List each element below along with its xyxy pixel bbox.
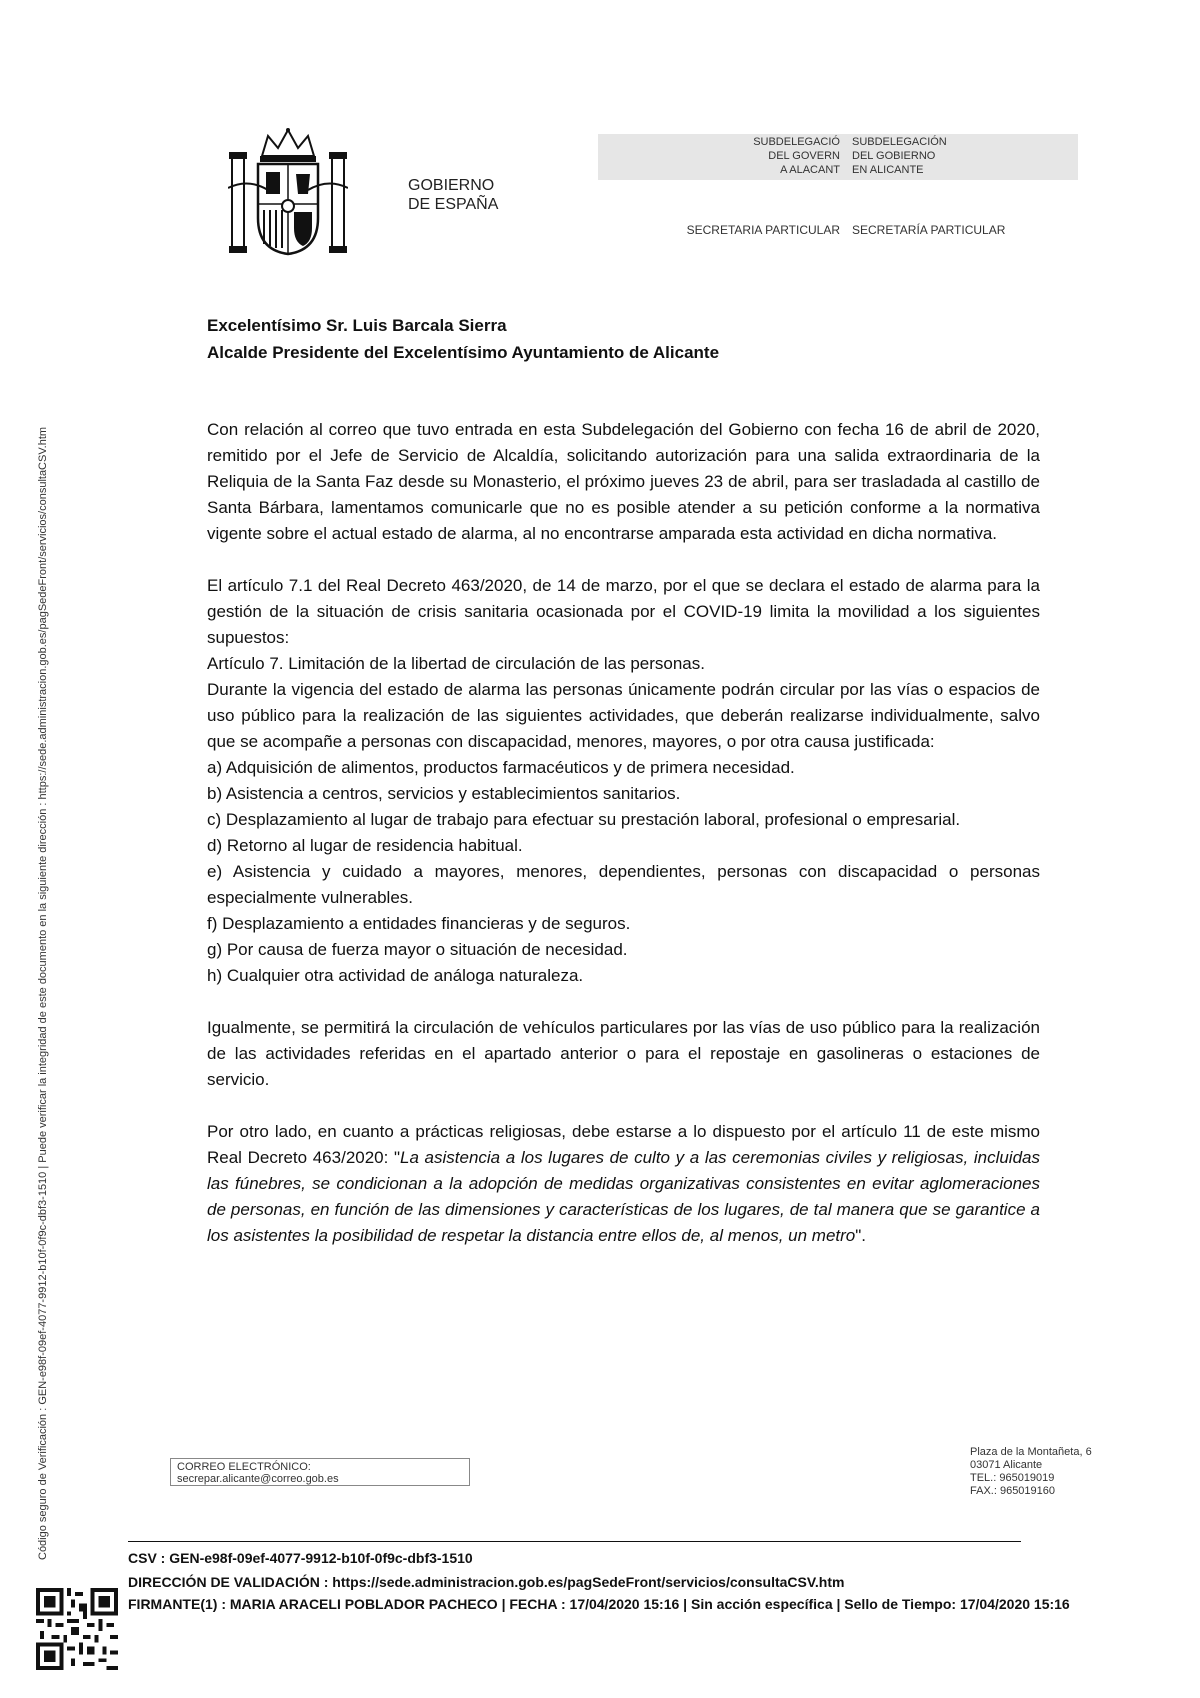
office-ca-line: SUBDELEGACIÓ [753, 136, 840, 148]
email-box [170, 1458, 470, 1486]
csv-code: CSV : GEN-e98f-09ef-4077-9912-b10f-0f9c-dbf3-1510 [128, 1550, 473, 1566]
email-label: CORREO ELECTRÓNICO: [177, 1461, 311, 1473]
vertical-verification-text: Código seguro de Verificación : GEN-e98f-09ef-4077-9912-b10f-0f9c-dbf3-1510 | Puede verificar la integridad de este documento en la siguiente dirección : https://sede.administracion.gob.es/pagSedeFront/servicios/consultaCSV.htm [37, 426, 49, 1560]
addressee-title: Alcalde Presidente del Excelentísimo Ayuntamiento de Alicante [207, 343, 720, 362]
paragraph-6-end: ". [855, 1226, 867, 1245]
paragraph-3: Artículo 7. Limitación de la libertad de circulación de las personas. [207, 654, 705, 673]
list-item: d) Retorno al lugar de residencia habitual. [207, 836, 523, 855]
paragraph-6-quote: La asistencia a los lugares de culto y a las ceremonias civiles y religiosas, incluidas las fúnebres, se condicionan a la adopción de medidas organizativas consistentes en evitar aglomeraciones de personas, en función de las dimensiones y características de los lugares, de tal manera que se garantice a los asistentes la posibilidad de respetar la distancia entre ellos de, al menos, un metro [207, 1148, 1040, 1245]
postal-address [970, 1446, 1092, 1498]
office-es-line: EN ALICANTE [852, 164, 924, 176]
office-es-line: SUBDELEGACIÓN [852, 136, 947, 148]
office-ca-line: A ALACANT [780, 164, 840, 176]
validation-address: DIRECCIÓN DE VALIDACIÓN : https://sede.administracion.gob.es/pagSedeFront/servicios/consultaCSV.htm [128, 1574, 845, 1590]
addressee-name: Excelentísimo Sr. Luis Barcala Sierra [207, 316, 507, 335]
coat-of-arms-logo [228, 128, 348, 258]
addressee [207, 312, 719, 366]
government-line-2: DE ESPAÑA [408, 196, 499, 213]
office-name-spanish [852, 135, 1072, 177]
paragraph-6-intro: Por otro lado, en cuanto a prácticas religiosas, debe estarse a lo dispuesto por el artículo 11 de este mismo Real Decreto 463/2020: " [207, 1122, 1040, 1167]
paragraph-4: Durante la vigencia del estado de alarma las personas únicamente podrán circular por las vías o espacios de uso público para la realización de las siguientes actividades, que deberán realizarse individualmente, salvo que se acompañe a personas con discapacidad, menores, mayores, o por otra causa justificada: [207, 680, 1040, 751]
office-name-valencian [640, 135, 840, 177]
qr-code-icon [36, 1588, 118, 1670]
signer-info: FIRMANTE(1) : MARIA ARACELI POBLADOR PACHECO | FECHA : 17/04/2020 15:16 | Sin acción específica | Sello de Tiempo: 17/04/2020 15:16 [128, 1596, 1070, 1612]
paragraph-6 [207, 1119, 1040, 1249]
email-address: secrepar.alicante@correo.gob.es [177, 1473, 339, 1485]
office-ca-line: DEL GOVERN [768, 150, 840, 162]
list-item: f) Desplazamiento a entidades financieras y de seguros. [207, 914, 631, 933]
section-valencian: SECRETARIA PARTICULAR [686, 223, 840, 237]
list-item: h) Cualquier otra actividad de análoga naturaleza. [207, 966, 584, 985]
list-item: e) Asistencia y cuidado a mayores, menores, dependientes, personas con discapacidad o personas especialmente vulnerables. [207, 862, 1040, 907]
paragraph-1: Con relación al correo que tuvo entrada en esta Subdelegación del Gobierno con fecha 16 de abril de 2020, remitido por el Jefe de Servicio de Alcaldía, solicitando autorización para una salida extraordinaria de la Reliquia de la Santa Faz desde su Monasterio, el próximo jueves 23 de abril, para ser trasladada al castillo de Santa Bárbara, lamentamos comunicarle que no es posible atender a su petición conforme a la normativa vigente sobre el actual estado de alarma, al no encontrarse amparada esta actividad en dicha normativa. [207, 420, 1040, 543]
list-item: g) Por causa de fuerza mayor o situación de necesidad. [207, 940, 628, 959]
list-item: b) Asistencia a centros, servicios y establecimientos sanitarios. [207, 784, 681, 803]
address-line: TEL.: 965019019 [970, 1472, 1055, 1484]
letter-body [207, 417, 1040, 1249]
government-line-1: GOBIERNO [408, 177, 495, 194]
list-item: a) Adquisición de alimentos, productos farmacéuticos y de primera necesidad. [207, 758, 795, 777]
footer-divider [128, 1541, 1021, 1542]
government-name [408, 176, 498, 214]
paragraph-5: Igualmente, se permitirá la circulación de vehículos particulares por las vías de uso público para la realización de las actividades referidas en el apartado anterior o para el repostaje en gasolineras o estaciones de servicio. [207, 1018, 1040, 1089]
section-spanish: SECRETARÍA PARTICULAR [852, 223, 1006, 237]
paragraph-2: El artículo 7.1 del Real Decreto 463/2020, de 14 de marzo, por el que se declara el estado de alarma para la gestión de la situación de crisis sanitaria ocasionada por el COVID-19 limita la movilidad a los siguientes supuestos: [207, 576, 1040, 647]
list-item: c) Desplazamiento al lugar de trabajo para efectuar su prestación laboral, profesional o empresarial. [207, 810, 961, 829]
office-es-line: DEL GOBIERNO [852, 150, 936, 162]
address-line: Plaza de la Montañeta, 6 [970, 1446, 1092, 1458]
address-line: FAX.: 965019160 [970, 1485, 1056, 1497]
address-line: 03071 Alicante [970, 1459, 1043, 1471]
